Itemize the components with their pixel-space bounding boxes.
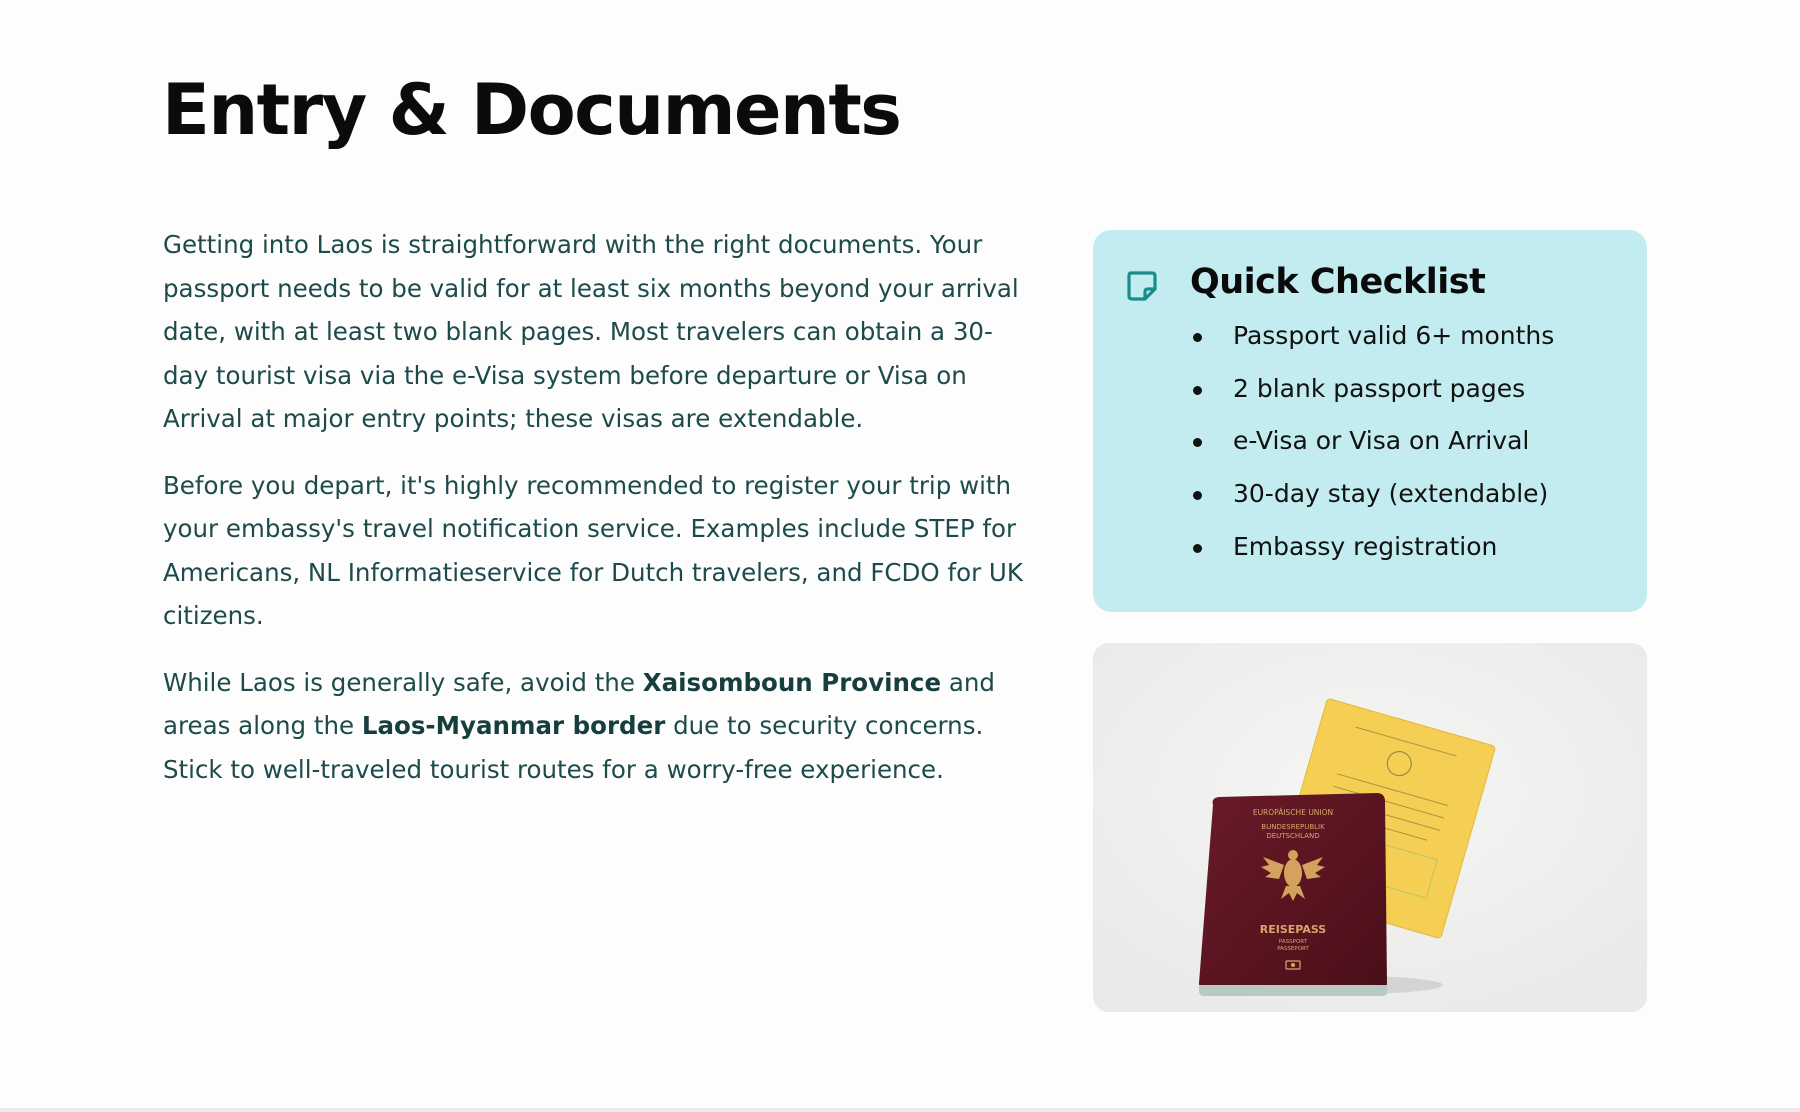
- bullet: [1193, 544, 1202, 553]
- passport-type-en: PASSPORT: [1278, 939, 1308, 945]
- passport-illustration: [1093, 643, 1647, 1012]
- bullet: [1193, 333, 1202, 342]
- bullet: [1193, 386, 1202, 395]
- highlight-border: Laos-Myanmar border: [361, 711, 666, 740]
- passport-type-label: REISEPASS: [1259, 923, 1327, 936]
- page-title: Entry & Documents: [162, 69, 901, 151]
- checklist-item-label: 2 blank passport pages: [1233, 373, 1526, 403]
- highlight-xaisomboun: Xaisomboun Province: [642, 667, 942, 697]
- passport-country-line2: DEUTSCHLAND: [1266, 832, 1320, 840]
- passport-type-fr: PASSEPORT: [1277, 946, 1309, 952]
- checklist-item: [1190, 363, 1554, 416]
- checklist-item: [1190, 468, 1554, 521]
- checklist-item: [1190, 310, 1554, 363]
- paragraph-safety: [163, 661, 1025, 792]
- passport-union-label: EUROPÄISCHE UNION: [1252, 808, 1334, 817]
- checklist-item: [1190, 521, 1554, 574]
- passport-country-line1: BUNDESREPUBLIK: [1261, 823, 1325, 831]
- body-text: [163, 223, 1025, 814]
- checklist-item-label: 30-day stay (extendable): [1233, 479, 1549, 509]
- safety-text-3: due to security concerns. Stick to well-traveled tourist routes for a worry-free experience.: [163, 711, 984, 784]
- checklist-item: [1190, 415, 1554, 468]
- passport-photo: [1093, 643, 1647, 1012]
- safety-text-1: While Laos is generally safe, avoid the: [163, 667, 643, 697]
- safety-text-2: and areas along the: [163, 667, 995, 740]
- paragraph-registration: Before you depart, it's highly recommended to register your trip with your embassy's travel notification service. Examples include STEP for Americans, NL Informatieservice for Dutch travelers, and FCDO for UK citizens.: [163, 470, 1023, 630]
- note-icon: [1126, 270, 1158, 302]
- checklist-item-label: Embassy registration: [1233, 531, 1498, 561]
- paragraph-documents: Getting into Laos is straightforward with the right documents. Your passport needs to be valid for at least six months beyond your arrival date, with at least two blank pages. Most travelers can obtain a 30-day tourist visa via the e-Visa system before departure or Visa on Arrival at major entry points; these visas are extendable.: [163, 230, 1019, 433]
- checklist-list: [1190, 310, 1554, 574]
- bottom-band: [0, 1108, 1800, 1112]
- checklist-item-label: Passport valid 6+ months: [1233, 321, 1555, 350]
- quick-checklist-card: [1093, 230, 1647, 612]
- checklist-item-label: e-Visa or Visa on Arrival: [1233, 426, 1530, 456]
- bullet: [1193, 438, 1202, 447]
- passport-booklet: [1199, 793, 1387, 996]
- checklist-title: Quick Checklist: [1190, 262, 1486, 302]
- bullet: [1193, 491, 1202, 500]
